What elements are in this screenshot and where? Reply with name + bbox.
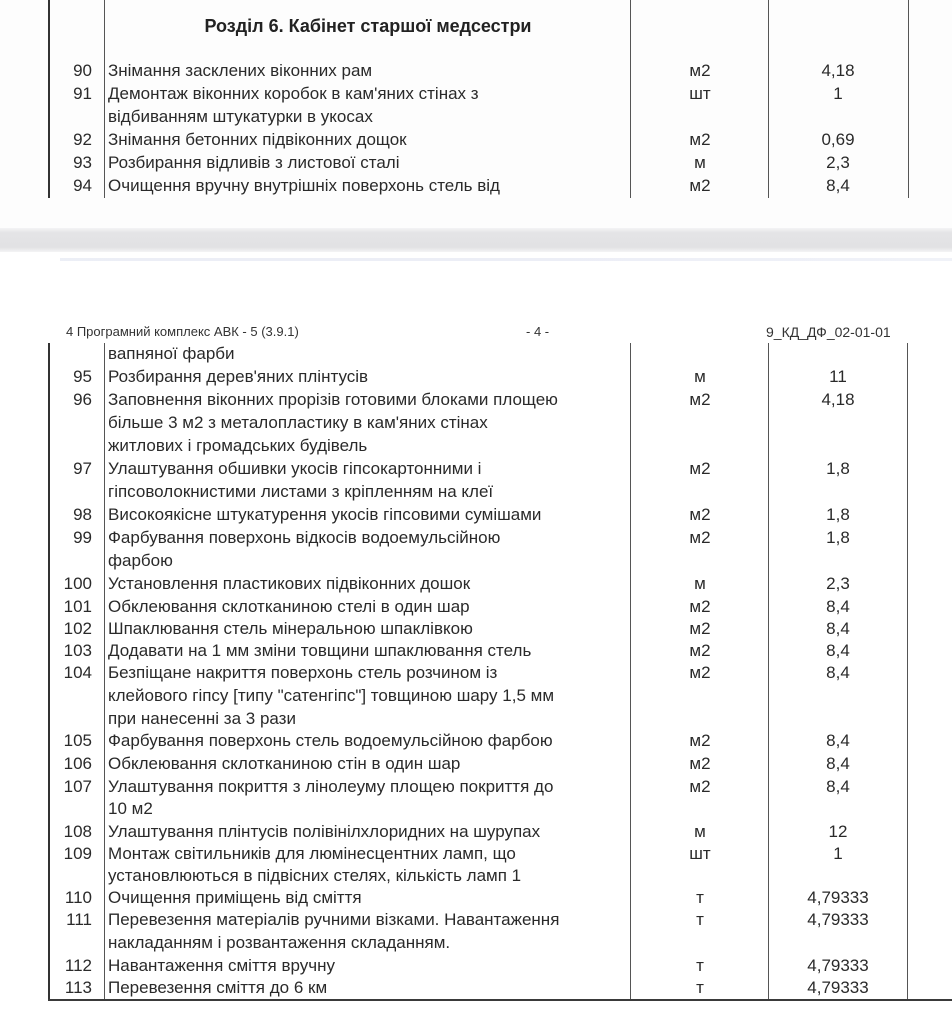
row-value: 0,69 (821, 130, 855, 149)
row-number: 90 (73, 61, 92, 80)
table-row-continuation (0, 480, 952, 503)
row-unit: м2 (689, 663, 711, 682)
row-description: Шпаклювання стель мінеральною шпаклівкою (108, 619, 473, 638)
row-description: Високоякісне штукатурення укосів гіпсовими сумішами (108, 505, 542, 524)
row-unit: м2 (689, 619, 711, 638)
row-unit: м2 (689, 731, 711, 750)
row-description: Улаштування покриття з лінолеуму площею покриття до (108, 777, 554, 796)
row-value: 8,4 (826, 777, 850, 796)
row-description: вапняної фарби (108, 344, 235, 363)
row-number: 99 (73, 528, 92, 547)
row-description: Навантаження сміття вручну (108, 956, 336, 975)
row-value: 8,4 (826, 176, 850, 195)
table-row (0, 526, 952, 549)
row-description: Фарбування поверхонь стель водоемульсійною фарбою (108, 731, 553, 750)
row-number: 98 (73, 505, 92, 524)
row-description: Перевезення сміття до 6 км (108, 978, 328, 997)
row-value: 2,3 (826, 153, 850, 172)
row-number: 103 (63, 641, 92, 660)
table-row (0, 128, 952, 151)
row-description: Улаштування обшивки укосів гіпсокартонними і (108, 459, 482, 478)
row-number: 108 (63, 822, 92, 841)
row-description: гіпсоволокнистими листами з кріпленням на клеї (108, 482, 494, 501)
row-number: 94 (73, 176, 92, 195)
table-row (0, 388, 952, 411)
row-description: Улаштування плінтусів полівінілхлоридних на шурупах (108, 822, 541, 841)
table-row (0, 976, 952, 999)
header-program: 4 Програмний комплекс АВК - 5 (3.9.1) (66, 324, 299, 339)
row-value: 4,18 (821, 61, 855, 80)
row-description: Розбирання дерев'яних плінтусів (108, 367, 369, 386)
row-description: Монтаж світильників для люмінесцентних ламп, що (108, 844, 516, 863)
table-row (0, 729, 952, 752)
row-description: 10 м2 (108, 799, 153, 818)
table-row (0, 661, 952, 684)
table-row (0, 151, 952, 174)
row-number: 110 (64, 888, 92, 907)
row-value: 8,4 (826, 754, 850, 773)
table-row (0, 886, 952, 909)
table-row (0, 954, 952, 977)
table-row-continuation (0, 105, 952, 128)
row-number: 107 (63, 777, 92, 796)
row-description: Безпіщане накриття поверхонь стель розчином із (108, 663, 498, 682)
row-description: установлюються в підвісних стелях, кількість ламп 1 (108, 866, 522, 885)
row-number: 109 (63, 844, 92, 863)
row-description: Обклеювання склотканиною стелі в один шар (108, 597, 470, 616)
row-value: 1,8 (826, 505, 850, 524)
row-value: 8,4 (826, 663, 850, 682)
row-unit: м2 (689, 390, 711, 409)
table-row (0, 775, 952, 798)
table-row (0, 59, 952, 82)
row-unit: т (696, 978, 704, 997)
row-number: 95 (73, 367, 92, 386)
row-value: 11 (829, 367, 847, 386)
row-description: клейового гіпсу [типу "сатенгіпс"] товщиною шару 1,5 мм (108, 686, 555, 705)
row-unit: м2 (689, 130, 711, 149)
row-description: Перевезення матеріалів ручними візками. Навантаження (108, 910, 560, 929)
row-description: Заповнення віконних прорізів готовими блоками площею (108, 390, 558, 409)
page-separator (0, 228, 952, 252)
table-row (0, 572, 952, 595)
table-row-continuation (0, 549, 952, 572)
row-number: 93 (73, 153, 92, 172)
table-row (0, 820, 952, 843)
document-page-top (0, 0, 952, 228)
row-unit: м (694, 153, 706, 172)
row-unit: м (694, 367, 706, 386)
row-unit: м2 (689, 176, 711, 195)
table-row (0, 457, 952, 480)
row-unit: т (696, 956, 704, 975)
row-value: 8,4 (826, 619, 850, 638)
row-number: 105 (63, 731, 92, 750)
table-bottom-border (48, 999, 952, 1001)
table-row (0, 503, 952, 526)
table-row (0, 174, 952, 197)
table-row-continuation (0, 931, 952, 954)
table-row (0, 842, 952, 865)
row-value: 4,79333 (807, 910, 869, 929)
row-description: Знімання бетонних підвіконних дощок (108, 130, 407, 149)
row-number: 100 (63, 574, 92, 593)
row-unit: м (694, 574, 706, 593)
row-description: при нанесенні за 3 рази (108, 709, 296, 728)
row-unit: м2 (689, 641, 711, 660)
row-value: 4,79333 (807, 888, 869, 907)
bleed-through-text (60, 258, 952, 261)
row-value: 1,8 (826, 528, 850, 547)
section-title: Розділ 6. Кабінет старшої медсестри (204, 16, 532, 36)
row-value: 8,4 (826, 641, 850, 660)
row-value: 8,4 (826, 731, 850, 750)
row-description: фарбою (108, 551, 173, 570)
row-description: Розбирання відливів з листової сталі (108, 153, 400, 172)
row-unit: шт (689, 844, 711, 863)
table-row-continuation (0, 434, 952, 457)
row-number: 92 (73, 130, 92, 149)
row-description: Обклеювання склотканиною стін в один шар (108, 754, 461, 773)
row-number: 102 (63, 619, 92, 638)
table-row-continuation (0, 684, 952, 707)
table-row-continuation (0, 411, 952, 434)
table-row (0, 908, 952, 931)
row-unit: м2 (689, 459, 711, 478)
row-number: 106 (63, 754, 92, 773)
row-description: Установлення пластикових підвіконних дошок (108, 574, 471, 593)
row-number: 113 (64, 978, 92, 997)
row-number: 104 (63, 663, 92, 682)
row-value: 8,4 (826, 597, 850, 616)
row-description: Фарбування поверхонь відкосів водоемульсійною (108, 528, 501, 547)
table-row (0, 82, 952, 105)
row-number: 111 (66, 910, 92, 929)
row-unit: шт (689, 84, 711, 103)
row-number: 101 (63, 597, 92, 616)
row-number: 91 (73, 84, 92, 103)
row-description: житлових і громадських будівель (108, 436, 368, 455)
table-row-continuation (0, 707, 952, 730)
table-row (0, 595, 952, 618)
row-description: накладанням і розвантаження складанням. (108, 933, 451, 952)
row-unit: м2 (689, 61, 711, 80)
row-unit: м2 (689, 528, 711, 547)
row-unit: м (694, 822, 706, 841)
row-value: 1 (833, 84, 843, 103)
row-description: Очищення вручну внутрішніх поверхонь стель від (108, 176, 500, 195)
row-value: 2,3 (826, 574, 850, 593)
table-row (0, 639, 952, 662)
table-row-continuation (0, 864, 952, 887)
table-row (0, 365, 952, 388)
table-row (0, 617, 952, 640)
table-row (0, 752, 952, 775)
table-row-continuation (0, 342, 952, 365)
row-unit: т (696, 888, 704, 907)
row-description: Демонтаж віконних коробок в кам'яних стінах з (108, 84, 479, 103)
row-description: Очищення приміщень від сміття (108, 888, 362, 907)
row-value: 1 (833, 844, 843, 863)
row-value: 1,8 (826, 459, 850, 478)
header-page-number: - 4 - (526, 324, 550, 339)
row-description: більше 3 м2 з металопластику в кам'яних стінах (108, 413, 488, 432)
row-unit: т (696, 910, 704, 929)
row-number: 97 (73, 459, 92, 478)
row-unit: м2 (689, 777, 711, 796)
row-value: 4,18 (821, 390, 855, 409)
table-row-continuation (0, 797, 952, 820)
row-number: 112 (64, 956, 92, 975)
header-doc-code: 9_КД_ДФ_02-01-01 (766, 324, 891, 340)
row-description: Знімання засклених віконних рам (108, 61, 373, 80)
row-value: 12 (828, 822, 848, 841)
row-value: 4,79333 (807, 956, 869, 975)
row-number: 96 (73, 390, 92, 409)
row-unit: м2 (689, 505, 711, 524)
row-value: 4,79333 (807, 978, 869, 997)
row-description: відбиванням штукатурки в укосах (108, 107, 373, 126)
row-description: Додавати на 1 мм зміни товщини шпаклювання стель (108, 641, 532, 660)
row-unit: м2 (689, 597, 711, 616)
row-unit: м2 (689, 754, 711, 773)
